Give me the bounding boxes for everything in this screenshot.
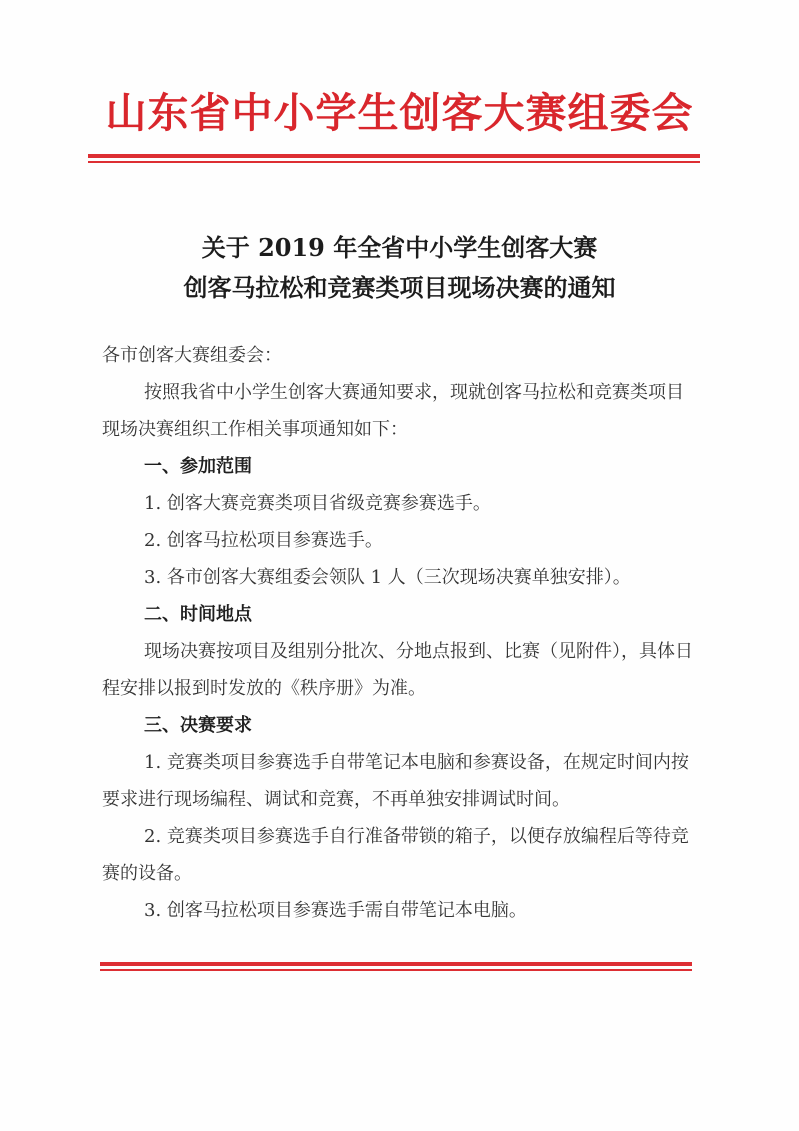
organization-header: 山东省中小学生创客大赛组委会 (105, 89, 694, 137)
salutation: 各市创客大赛组委会： (102, 345, 282, 366)
footer-divider (100, 962, 692, 971)
intro-paragraph: 按照我省中小学生创客大赛通知要求，现就创客马拉松和竞赛类项目现场决赛组织工作相关事项通知如下： (102, 382, 684, 440)
section-heading-time-place: 二、时间地点 (144, 604, 252, 625)
list-item: 2. 竞赛类项目参赛选手自行准备带锁的箱子，以便存放编程后等待竞赛的设备。 (102, 826, 689, 884)
list-item: 2. 创客马拉松项目参赛选手。 (144, 530, 383, 551)
header-divider (88, 154, 700, 163)
list-item: 1. 创客大赛竞赛类项目省级竞赛参赛选手。 (144, 493, 491, 514)
notice-body (102, 337, 698, 929)
list-item: 1. 竞赛类项目参赛选手自带笔记本电脑和参赛设备，在规定时间内按要求进行现场编程、调试和竞赛，不再单独安排调试时间。 (102, 752, 689, 810)
list-item: 3. 创客马拉松项目参赛选手需自带笔记本电脑。 (144, 900, 527, 921)
section-heading-scope: 一、参加范围 (144, 456, 252, 477)
notice-title-line-2: 创客马拉松和竞赛类项目现场决赛的通知 (183, 273, 616, 302)
notice-title (0, 228, 799, 308)
section-heading-requirements: 三、决赛要求 (144, 715, 252, 736)
list-item: 3. 各市创客大赛组委会领队 1 人（三次现场决赛单独安排）。 (144, 567, 631, 588)
notice-title-line-1: 关于 2019 年全省中小学生创客大赛 (201, 233, 598, 262)
paragraph: 现场决赛按项目及组别分批次、分地点报到、比赛（见附件），具体日程安排以报到时发放的《秩序册》为准。 (102, 641, 693, 699)
